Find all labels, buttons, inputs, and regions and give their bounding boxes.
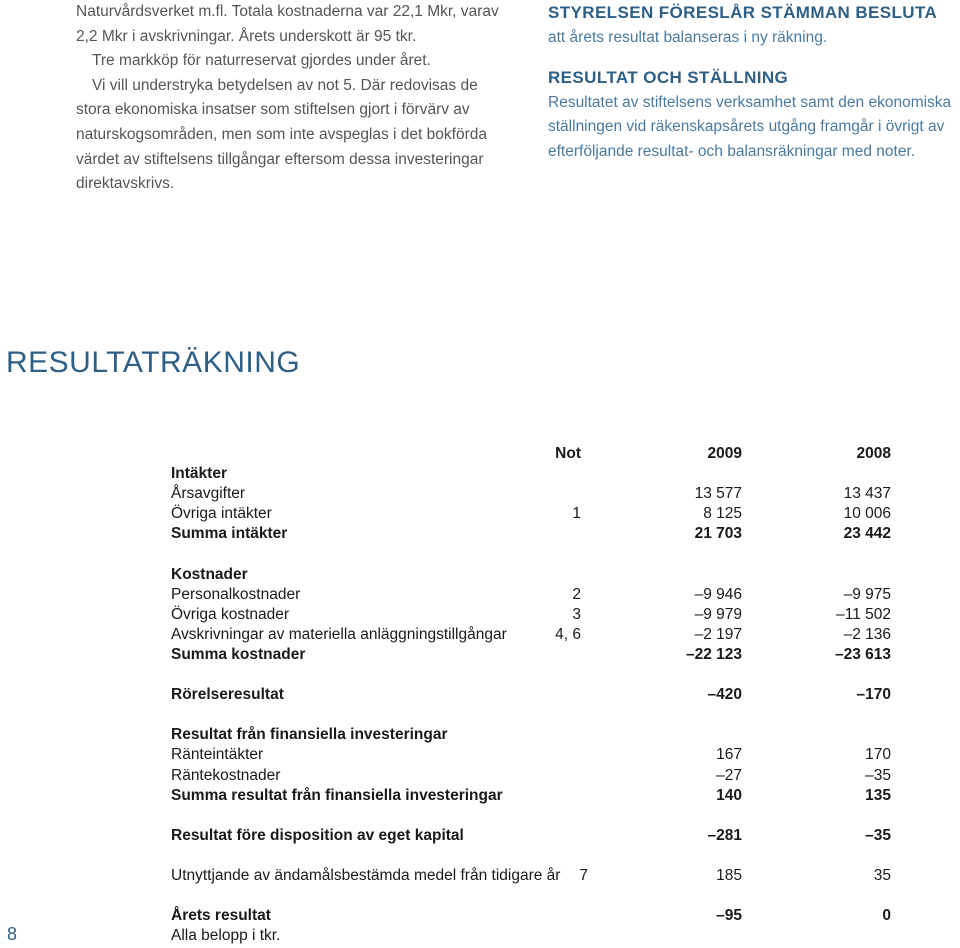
row-value-2008: 13 437 bbox=[843, 485, 891, 503]
income-statement-table bbox=[171, 444, 891, 946]
amounts-footnote: Alla belopp i tkr. bbox=[171, 927, 281, 945]
row-value-2008: –35 bbox=[865, 766, 891, 784]
table-row bbox=[171, 826, 891, 846]
row-value-2009: 140 bbox=[716, 786, 742, 804]
intro-line: direktavskrivs. bbox=[76, 175, 175, 193]
row-value-2008: –35 bbox=[865, 826, 891, 844]
row-value-2008: –11 502 bbox=[836, 605, 891, 623]
row-label: Resultat före disposition av eget kapital bbox=[171, 826, 464, 844]
row-note: 3 bbox=[572, 605, 581, 623]
proposal-column bbox=[548, 0, 960, 164]
row-value-2009: –27 bbox=[716, 766, 742, 784]
row-value-2008: –2 136 bbox=[843, 625, 891, 643]
intro-line: stora ekonomiska insatser som stiftelsen gjort i förvärv av bbox=[76, 101, 470, 119]
row-note: 1 bbox=[572, 505, 581, 523]
row-note: 7 bbox=[579, 866, 588, 884]
table-row bbox=[171, 906, 891, 926]
table-header-row bbox=[171, 444, 891, 464]
row-label: Ränteintäkter bbox=[171, 746, 264, 764]
row-value-2008: 35 bbox=[873, 866, 891, 884]
table-row bbox=[171, 605, 891, 625]
row-label: Summa intäkter bbox=[171, 525, 288, 543]
table-row bbox=[171, 685, 891, 705]
row-label: Resultat från finansiella investeringar bbox=[171, 726, 448, 744]
row-value-2009: 13 577 bbox=[694, 485, 742, 503]
table-row bbox=[171, 766, 891, 786]
table-row bbox=[171, 725, 891, 745]
table-footnote-row bbox=[171, 926, 891, 946]
row-value-2009: 8 125 bbox=[703, 505, 742, 523]
intro-line: Tre markköp för naturreservat gjordes under året. bbox=[92, 52, 431, 70]
row-value-2008: –9 975 bbox=[843, 585, 891, 603]
row-label: Kostnader bbox=[171, 565, 248, 583]
row-value-2009: –9 946 bbox=[694, 585, 742, 603]
column-header-2008: 2008 bbox=[856, 445, 891, 462]
row-value-2008: –170 bbox=[856, 686, 891, 704]
row-value-2009: –9 979 bbox=[694, 605, 742, 623]
row-label: Årsavgifter bbox=[171, 485, 246, 503]
row-value-2009: –22 123 bbox=[685, 645, 742, 663]
row-label: Övriga kostnader bbox=[171, 605, 290, 623]
row-value-2009: 21 703 bbox=[694, 525, 742, 543]
table-row bbox=[171, 645, 891, 665]
table-row bbox=[171, 504, 891, 524]
row-value-2008: –23 613 bbox=[834, 645, 891, 663]
row-label: Utnyttjande av ändamålsbestämda medel från tidigare år bbox=[171, 866, 561, 884]
row-label: Summa resultat från finansiella investeringar bbox=[171, 786, 503, 804]
row-label: Räntekostnader bbox=[171, 766, 281, 784]
column-header-2009: 2009 bbox=[707, 445, 742, 462]
result-text-line: efterföljande resultat- och balansräkningar med noter. bbox=[548, 142, 916, 160]
table-row bbox=[171, 786, 891, 806]
row-note: 4, 6 bbox=[555, 625, 581, 643]
row-value-2008: 10 006 bbox=[843, 505, 891, 523]
row-value-2008: 135 bbox=[865, 786, 891, 804]
table-row bbox=[171, 625, 891, 645]
row-value-2008: 23 442 bbox=[843, 525, 891, 543]
row-value-2009: –281 bbox=[707, 826, 742, 844]
row-value-2009: 185 bbox=[716, 866, 742, 884]
proposal-heading: STYRELSEN FÖRESLÅR STÄMMAN BESLUTA bbox=[548, 3, 938, 22]
table-row bbox=[171, 565, 891, 585]
row-value-2009: 167 bbox=[716, 746, 742, 764]
row-value-2009: –2 197 bbox=[694, 625, 742, 643]
row-value-2009: –420 bbox=[707, 686, 742, 704]
row-label: Årets resultat bbox=[171, 907, 271, 925]
row-label: Summa kostnader bbox=[171, 645, 306, 663]
row-label: Personalkostnader bbox=[171, 585, 301, 603]
table-row bbox=[171, 524, 891, 544]
intro-line: naturskogsområden, men som inte avspeglas i det bokförda bbox=[76, 125, 487, 143]
row-label: Övriga intäkter bbox=[171, 505, 272, 523]
row-label: Avskrivningar av materiella anläggningstillgångar bbox=[171, 625, 507, 643]
row-value-2008: 0 bbox=[882, 907, 891, 925]
result-heading: RESULTAT OCH STÄLLNING bbox=[548, 67, 789, 87]
table-row bbox=[171, 464, 891, 484]
row-label: Rörelseresultat bbox=[171, 686, 284, 704]
row-value-2009: –95 bbox=[716, 907, 742, 925]
row-value-2008: 170 bbox=[865, 746, 891, 764]
column-header-note: Not bbox=[555, 445, 581, 462]
intro-line: Vi vill understryka betydelsen av not 5. Där redovisas de bbox=[92, 76, 478, 94]
row-label: Intäkter bbox=[171, 465, 227, 483]
table-row bbox=[171, 745, 891, 765]
intro-line: värdet av stiftelsens tillgångar eftersom dessa investeringar bbox=[76, 150, 484, 168]
table-row bbox=[171, 866, 891, 886]
result-text-line: ställningen vid räkenskapsårets utgång framgår i övrigt av bbox=[548, 118, 945, 136]
result-text-line: Resultatet av stiftelsens verksamhet samt den ekonomiska bbox=[548, 93, 952, 111]
section-title: RESULTATRÄKNING bbox=[6, 346, 301, 379]
row-note: 2 bbox=[572, 585, 581, 603]
proposal-text: att årets resultat balanseras i ny räkning. bbox=[548, 29, 828, 46]
table-row bbox=[171, 585, 891, 605]
intro-text-column bbox=[76, 0, 536, 197]
intro-line: Naturvårdsverket m.fl. Totala kostnaderna var 22,1 Mkr, varav bbox=[76, 3, 499, 20]
table-row bbox=[171, 484, 891, 504]
page-number: 8 bbox=[7, 924, 18, 944]
intro-line: 2,2 Mkr i avskrivningar. Årets underskott är 95 tkr. bbox=[76, 27, 417, 45]
